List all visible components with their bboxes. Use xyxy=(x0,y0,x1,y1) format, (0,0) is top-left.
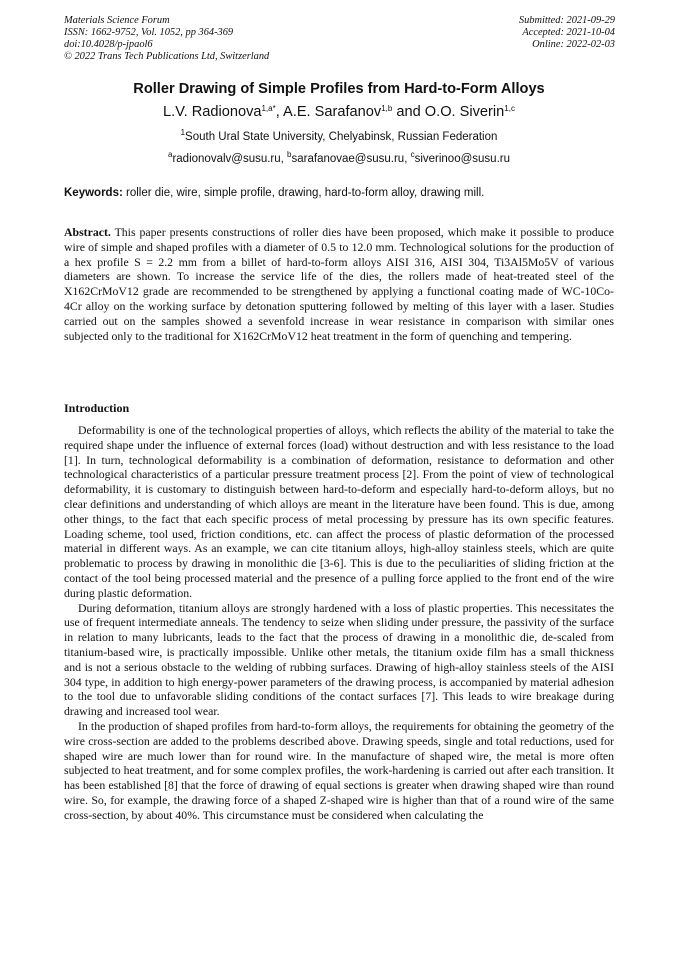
author-affil-mark: 1,c xyxy=(504,104,515,113)
abstract-label: Abstract. xyxy=(64,225,111,239)
email-link[interactable]: siverinoo@susu.ru xyxy=(414,153,510,165)
email-mark: a xyxy=(168,150,173,159)
author-affil-mark: 1,b xyxy=(381,104,393,113)
author-list xyxy=(0,104,678,120)
keywords-label: Keywords: xyxy=(64,187,123,199)
abstract xyxy=(64,225,614,343)
email-mark: b xyxy=(287,150,292,159)
author-name: O.O. Siverin xyxy=(424,104,505,120)
affiliation xyxy=(0,128,678,143)
email-mark: c xyxy=(410,150,415,159)
paragraph: During deformation, titanium alloys are strongly hardened with a loss of plastic properties. This necessitates the use of frequent intermediate anneals. The tendency to seize when sliding under pressure, the passivity of the surface in relation to many lubricants, leads to the fact that the process of drawing in a monolithic die, de-scaled from titanium-based wire, is practically impossible. Unlike other metals, the titanium oxide film has a small thickness and is not a serious obstacle to the welding of rubbing surfaces. Drawing of high-alloy stainless steels of the AISI 304 type, in addition to high energy-power parameters of the drawing process, is accompanied by material adhesion to the tool due to unfavorable sliding conditions of the contact surfaces [7]. This leads to wire breakage during drawing and increased tool wear. xyxy=(64,600,614,719)
accepted-date: Accepted: 2021-10-04 xyxy=(522,27,615,38)
journal-copyright: © 2022 Trans Tech Publications Ltd, Switzerland xyxy=(64,51,270,62)
abstract-text: This paper presents constructions of roller dies have been proposed, which make it possible to produce wire of simple and shaped profiles with a diameter of 0.5 to 12.0 mm. Technological solutions for the production of a hex profile S = 2.2 mm from a billet of hard-to-form alloys AISI 316, AISI 304, Ti3Al5Mo5V of various diameters are shown. To increase the service life of the dies, the rollers made of heat-treated steel of the X162CrMoV12 grade are recommended to be strengthened by applying a functional coating made of WC-10Co-4Cr alloy on the working surface by detonation sputtering followed by melting of this layer with a laser. Studies carried out on the samples showed a sevenfold increase in wear resistance in comparison with similar ones subjected only to the traditional for X162CrMoV12 heat treatment in the form of quenching and tempering. xyxy=(64,225,614,343)
author-name: A.E. Sarafanov xyxy=(283,104,382,120)
affiliation-mark: 1 xyxy=(180,128,186,137)
keywords-text: roller die, wire, simple profile, drawing, hard-to-form alloy, drawing mill. xyxy=(122,187,485,199)
email-separator: , xyxy=(404,153,411,165)
email-link[interactable]: sarafanovae@susu.ru xyxy=(291,153,405,165)
author-separator: and xyxy=(392,104,425,120)
email-link[interactable]: radionovalv@susu.ru xyxy=(172,153,281,165)
author-separator: , xyxy=(275,104,284,120)
section-heading-introduction: Introduction xyxy=(64,401,130,415)
journal-name: Materials Science Forum xyxy=(64,15,170,26)
paper-title: Roller Drawing of Simple Profiles from Hard-to-Form Alloys xyxy=(133,81,545,97)
paragraph: In the production of shaped profiles from hard-to-form alloys, the requirements for obtaining the geometry of the wire cross-section are added to the problems described above. Drawing speeds, single and total reductions, used for shaped wire are much lower than for round wire. In the manufacture of shaped wire, the metal is more often subjected to heat treatment, and for some complex profiles, the work-hardening is carried out after each transition. It has been established [8] that the force of drawing of equal sections is greater when drawing shaped wire than round wire. So, for example, the drawing force of a shaped Z-shaped wire is higher than that of a round wire of the same cross-section, by about 40%. This circumstance must be considered when calculating the xyxy=(64,718,614,822)
email-list xyxy=(0,150,678,165)
email-separator: , xyxy=(280,153,288,165)
author-name: L.V. Radionova xyxy=(163,104,262,120)
online-date: Online: 2022-02-03 xyxy=(532,39,615,50)
affiliation-text: South Ural State University, Chelyabinsk, Russian Federation xyxy=(185,131,498,143)
author-affil-mark: 1,a* xyxy=(261,104,276,113)
submitted-date: Submitted: 2021-09-29 xyxy=(518,15,615,26)
journal-info xyxy=(64,15,269,63)
submission-dates xyxy=(519,15,615,51)
introduction-body xyxy=(64,423,614,823)
journal-issn: ISSN: 1662-9752, Vol. 1052, pp 364-369 xyxy=(64,27,234,38)
keywords xyxy=(64,187,624,199)
paragraph: Deformability is one of the technological properties of alloys, which reflects the ability of the material to take the required shape under the influence of external forces (load) without destruction and with less resistance to the load [1]. In turn, technological deformability is a combination of deformation, resistance to deformation and other technological characteristics of a particular pressure treatment process [2]. From the point of view of technological deformability, it is customary to distinguish between hard-to-deform and especially hard-to-deform alloys, but no clear definitions and understanding of which alloys are meant in the literature have been found. This is due, among other things, to the fact that each specific process of metal processing by pressure has its own specific features. Loading scheme, tool used, friction conditions, etc. can affect the process of plastic deformation of the processed material in different ways. As an example, we can cite titanium alloys, high-alloy stainless steels, which are quite problematic to process by drawing in monolithic die [3-6]. This is due to the peculiarities of sliding friction at the contact of the tool being processed material and the presence of a pulling force applied to the front end of the wire during plastic deformation. xyxy=(64,423,614,600)
journal-doi: doi:10.4028/p-jpaol6 xyxy=(64,39,153,50)
